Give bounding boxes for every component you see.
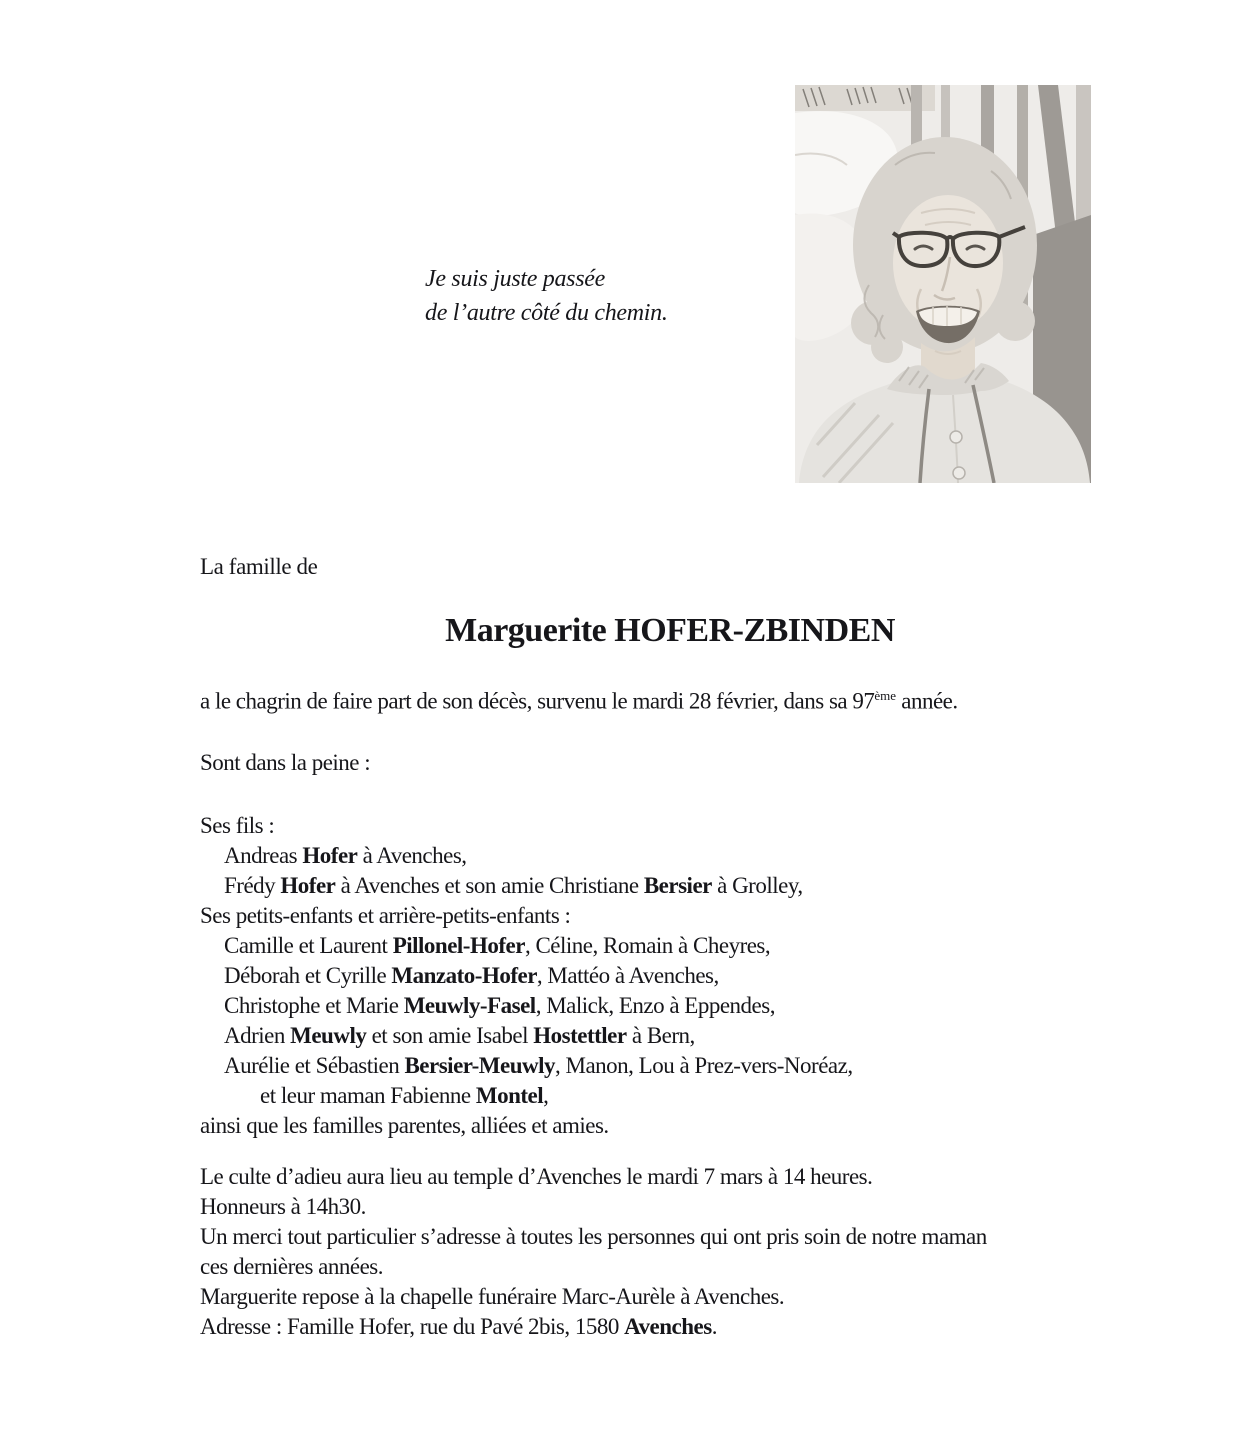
text-segment: Un merci tout particulier s’adresse à toutes les personnes qui ont pris soin de notre maman [200,1224,987,1249]
family-name-bold: Avenches [624,1314,712,1339]
family-name-bold: Hofer [280,873,336,898]
quote-line-1: Je suis juste passée [425,266,605,292]
grief-heading: Sont dans la peine : [200,750,371,775]
family-line [200,961,1220,991]
text-segment: Adrien [224,1023,291,1048]
text-segment: ème [874,688,897,703]
family-name-bold: Meuwly [290,1023,367,1048]
text-segment: à Grolley, [711,873,803,898]
ceremony-details [200,1162,1220,1342]
family-line [200,991,1220,1021]
ceremony-line [200,1282,1220,1312]
quote-line-2: de l’autre côté du chemin. [425,300,668,326]
family-line [200,1081,1220,1111]
family-name-bold: Pillonel-Hofer [392,933,525,958]
family-line [200,1111,1220,1141]
text-segment: année. [896,688,958,714]
text-segment: Ses fils : [200,813,275,838]
family-list [200,811,1220,1141]
family-line [200,871,1220,901]
ceremony-line [200,1222,1220,1252]
family-line [200,811,1220,841]
text-segment: Andreas [224,843,303,868]
family-name-bold: Hostettler [533,1023,627,1048]
text-segment: , Céline, Romain à Cheyres, [524,933,771,958]
text-segment: Frédy [224,873,281,898]
ceremony-line [200,1312,1220,1342]
text-segment: Le culte d’adieu aura lieu au temple d’Avenches le mardi 7 mars à 14 heures. [200,1164,873,1189]
family-line [200,1051,1220,1081]
family-name-bold: Montel [475,1083,544,1108]
text-segment: Honneurs à 14h30. [200,1194,366,1219]
text-segment: Christophe et Marie [224,993,404,1018]
text-segment: ces dernières années. [200,1254,383,1279]
ceremony-line [200,1192,1220,1222]
text-segment: Déborah et Cyrille [224,963,392,988]
text-segment: à Avenches et son amie Christiane [335,873,644,898]
text-segment: , Manon, Lou à Prez-vers-Noréaz, [555,1053,853,1078]
portrait-photo [795,85,1091,483]
portrait-photo-image [795,85,1091,483]
text-segment: et leur maman Fabienne [260,1083,476,1108]
text-segment: Adresse : Famille Hofer, rue du Pavé 2bis, 1580 [200,1314,625,1339]
family-name-bold: Hofer [302,843,358,868]
family-line [200,901,1220,931]
text-segment: et son amie Isabel [366,1023,534,1048]
memorial-quote [425,262,668,330]
family-line [200,841,1220,871]
announcement-line [200,688,1220,715]
text-segment: à Bern, [626,1023,695,1048]
family-name-bold: Meuwly-Fasel [403,993,536,1018]
text-segment: Aurélie et Sébastien [224,1053,405,1078]
ceremony-line [200,1162,1220,1192]
family-name-bold: Bersier-Meuwly [404,1053,555,1078]
text-segment: . [711,1314,717,1339]
family-line [200,931,1220,961]
text-segment: Marguerite repose à la chapelle funéraire Marc-Aurèle à Avenches. [200,1284,785,1309]
intro-line: La famille de [200,554,318,579]
family-name-bold: Bersier [643,873,712,898]
text-segment: à Avenches, [357,843,467,868]
family-line [200,1021,1220,1051]
deceased-name: Marguerite HOFER-ZBINDEN [445,612,895,649]
text-segment: , Malick, Enzo à Eppendes, [535,993,775,1018]
ceremony-line [200,1252,1220,1282]
text-segment: Ses petits-enfants et arrière-petits-enfants : [200,903,571,928]
text-segment: ainsi que les familles parentes, alliées et amies. [200,1113,609,1138]
text-segment: , Mattéo à Avenches, [536,963,719,988]
text-segment: a le chagrin de faire part de son décès, survenu le mardi 28 février, dans sa 97 [200,688,875,714]
family-name-bold: Manzato-Hofer [391,963,537,988]
text-segment: , [543,1083,549,1108]
text-segment: Camille et Laurent [224,933,393,958]
